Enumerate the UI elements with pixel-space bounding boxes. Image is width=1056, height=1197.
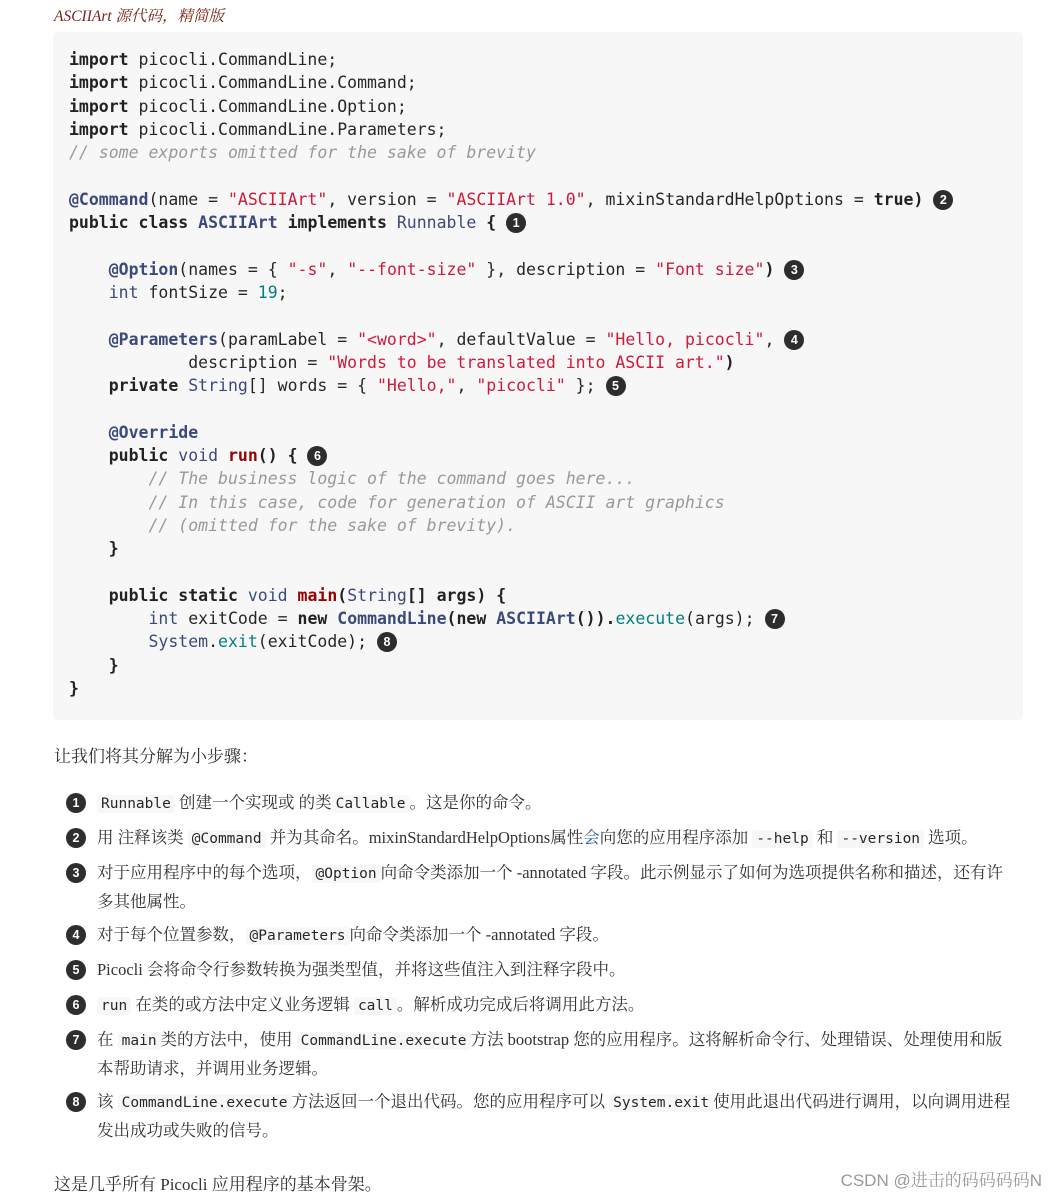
kw-import: import <box>69 119 129 139</box>
code-text: ()). <box>575 609 616 629</box>
kw-public: public <box>108 446 169 466</box>
code-text: picocli.CommandLine.Parameters; <box>128 119 447 139</box>
method-exit: exit <box>218 632 258 652</box>
code-text: description = <box>69 352 328 372</box>
code-text: picocli.CommandLine; <box>128 50 338 69</box>
callout-1: 1 <box>66 793 86 813</box>
text: 对于每个位置参数， <box>97 925 246 944</box>
callout-2: 2 <box>933 190 953 210</box>
code-text: picocli.CommandLine.Option; <box>128 96 407 116</box>
callout-6: 6 <box>307 446 327 466</box>
code-text: picocli.CommandLine.Command; <box>128 73 417 93</box>
list-item-text <box>97 824 1017 853</box>
text: 。解析成功完成后将调用此方法。 <box>396 995 645 1014</box>
code-text: (paramLabel = <box>218 329 358 349</box>
string-literal: "Font size" <box>655 259 765 279</box>
class-name: ASCIIArt <box>496 609 576 629</box>
code-text: (exitCode); <box>257 632 368 652</box>
text: 并为其命名。mixinStandardHelpOptions属性 <box>265 828 584 847</box>
intro-paragraph: 让我们将其分解为小步骤： <box>54 747 258 766</box>
list-item-text <box>97 859 1017 915</box>
inline-code: run <box>97 997 131 1015</box>
text: 方法返回一个退出代码。您的应用程序可以 <box>291 1092 610 1111</box>
code-text: { <box>476 213 497 233</box>
annotation-command: @Command <box>69 189 149 209</box>
code-text: ) <box>913 189 924 209</box>
code-text: exitCode = <box>178 609 298 629</box>
annotation-parameters: @Parameters <box>108 329 219 349</box>
type-string: String <box>347 585 407 605</box>
callout-8: 8 <box>66 1092 86 1112</box>
code-text: , mixinStandardHelpOptions = <box>585 189 874 209</box>
string-literal: "-s" <box>287 259 328 279</box>
string-literal: "Hello, picocli" <box>605 329 765 349</box>
string-literal: "Words to be translated into ASCII art." <box>327 352 725 372</box>
number-literal: 19 <box>257 282 278 302</box>
list-item-text <box>97 991 1017 1020</box>
list-item-text <box>97 956 1017 983</box>
code-text: ( <box>337 585 348 605</box>
type-runnable: Runnable <box>396 213 477 233</box>
code-listing <box>69 48 953 700</box>
text: 。这是你的命令。 <box>409 793 542 812</box>
string-literal: "ASCIIArt" <box>227 189 328 209</box>
code-block <box>53 32 1023 720</box>
type-commandline: CommandLine <box>337 609 447 629</box>
callout-8: 8 <box>377 632 397 652</box>
text: 在 <box>97 1030 118 1049</box>
text: 用 注释该类 <box>97 828 188 847</box>
code-text: , <box>764 329 775 349</box>
kw-int: int <box>148 609 179 629</box>
list-item-text <box>97 1026 1017 1082</box>
code-text: fontSize = <box>138 282 258 302</box>
inline-code: call <box>354 997 397 1015</box>
code-text: } <box>108 655 119 675</box>
text: 在类的或方法中定义业务逻辑 <box>135 995 354 1014</box>
text: 该 <box>97 1092 118 1111</box>
inline-code: CommandLine.execute <box>118 1094 292 1112</box>
annotation-option: @Option <box>108 259 179 279</box>
code-text: . <box>208 632 219 652</box>
type-string: String <box>188 376 248 396</box>
inline-code: @Option <box>312 865 381 883</box>
code-text: [] words = { <box>247 376 377 396</box>
string-literal: "<word>" <box>357 329 437 349</box>
callout-4: 4 <box>66 925 86 945</box>
code-text: ) <box>724 352 735 372</box>
inline-code: --help <box>752 830 812 848</box>
method-execute: execute <box>615 609 686 629</box>
code-text: (names = { <box>178 259 288 279</box>
callout-5: 5 <box>606 376 626 396</box>
code-text: } <box>69 679 79 699</box>
text: 和 <box>812 828 838 847</box>
string-literal: "--font-size" <box>347 259 477 279</box>
callout-6: 6 <box>66 995 86 1015</box>
inline-code: @Parameters <box>246 927 350 945</box>
code-text: }; <box>565 376 596 396</box>
callout-4: 4 <box>784 330 804 350</box>
code-text: , defaultValue = <box>436 329 606 349</box>
list-item-text <box>97 789 1017 818</box>
text: Picocli 会将命令行参数转换为强类型值，并将这些值注入到注释字段中。 <box>97 960 626 979</box>
code-text: ( <box>446 609 457 629</box>
class-name: ASCIIArt <box>198 213 278 233</box>
text: 选项。 <box>924 828 978 847</box>
callout-5: 5 <box>66 960 86 980</box>
code-text: ) <box>764 259 775 279</box>
inline-code: Runnable <box>97 795 175 813</box>
kw-void: void <box>178 446 219 466</box>
kw-true: true <box>873 189 914 209</box>
text: 使用此退出代码进行调用，以向调用进程发出成功或失败的信号。 <box>97 1092 1011 1140</box>
callout-1: 1 <box>506 213 526 233</box>
callout-3: 3 <box>784 260 804 280</box>
code-text: , <box>456 376 477 396</box>
code-text: }, description = <box>476 259 656 279</box>
code-comment: // In this case, code for generation of ASCII art graphics <box>148 492 725 512</box>
code-text: , version = <box>327 189 447 209</box>
inline-code: @Command <box>188 830 266 848</box>
text: 向命令类添加一个 -annotated 字段。此示例显示了如何为选项提供名称和描述，还有许多其他属性。 <box>97 863 1003 911</box>
list-item-text <box>97 921 1017 950</box>
kw-new: new <box>297 609 328 629</box>
code-text: (args); <box>685 609 755 629</box>
inline-code: System.exit <box>609 1094 713 1112</box>
text: 对于应用程序中的每个选项， <box>97 863 312 882</box>
inline-code: Callable <box>332 795 410 813</box>
kw-private: private <box>108 376 179 396</box>
code-text: } <box>108 539 119 559</box>
kw-public-static: public static <box>108 585 238 605</box>
kw-new: new <box>456 609 487 629</box>
inline-code: CommandLine.execute <box>297 1032 471 1050</box>
callout-2: 2 <box>66 828 86 848</box>
code-text: [] args) { <box>406 585 507 605</box>
kw-void: void <box>247 585 288 605</box>
kw-import: import <box>69 73 129 93</box>
outro-paragraph: 这是几乎所有 Picocli 应用程序的基本骨架。 <box>54 1175 382 1194</box>
code-text: , <box>327 259 348 279</box>
type-system: System <box>148 632 209 652</box>
string-literal: "picocli" <box>476 376 566 396</box>
code-text: (name = <box>148 189 228 209</box>
callout-7: 7 <box>765 609 785 629</box>
code-text: () { <box>257 446 298 466</box>
kw-import: import <box>69 96 129 116</box>
method-run: run <box>227 446 258 466</box>
code-comment: // The business logic of the command goes here... <box>148 469 636 489</box>
inline-code: --version <box>837 830 924 848</box>
text: 向命令类添加一个 -annotated 字段。 <box>349 925 609 944</box>
listing-caption: ASCIIArt 源代码，精简版 <box>54 8 225 25</box>
code-comment: // (omitted for the sake of brevity). <box>148 515 517 535</box>
string-literal: "Hello," <box>376 376 457 396</box>
text: 类的方法中，使用 <box>160 1030 297 1049</box>
text: 向您的应用程序添加 <box>599 828 753 847</box>
code-text: ; <box>277 282 288 302</box>
kw-public-class: public class <box>69 213 189 233</box>
code-comment: // some exports omitted for the sake of brevity <box>69 143 536 163</box>
kw-int: int <box>108 282 139 302</box>
string-literal: "ASCIIArt 1.0" <box>446 189 586 209</box>
callout-7: 7 <box>66 1030 86 1050</box>
kw-import: import <box>69 50 129 69</box>
list-item-text <box>97 1088 1017 1144</box>
kw-implements: implements <box>287 213 387 233</box>
callout-3: 3 <box>66 863 86 883</box>
inline-code: main <box>118 1032 161 1050</box>
text: 方法 bootstrap 您的应用程序。这将解析命令行、处理错误、处理使用和版本帮助请求，并调用业务逻辑。 <box>97 1030 1003 1078</box>
watermark: CSDN @进击的码码码码N <box>840 1171 1042 1190</box>
method-main: main <box>297 585 338 605</box>
annotation-override: @Override <box>108 422 199 442</box>
link[interactable]: 会 <box>583 828 600 847</box>
text: 创建一个实现或 的类 <box>178 793 332 812</box>
